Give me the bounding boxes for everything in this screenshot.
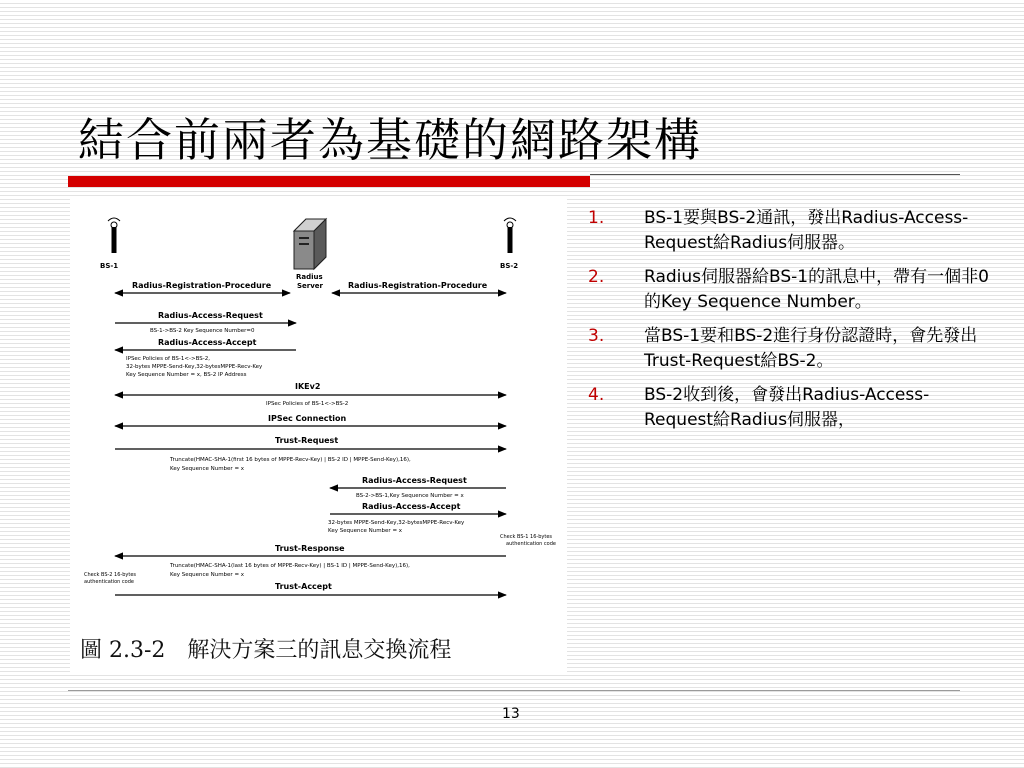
footer-divider <box>68 690 960 691</box>
reg-left-label: Radius-Registration-Procedure <box>132 281 272 290</box>
access-accept-2-note-2: Key Sequence Number = x <box>328 528 403 534</box>
radius-server-icon <box>294 219 326 269</box>
check-bs2-note-2: authentication code <box>84 579 134 585</box>
trust-request-note-2: Key Sequence Number = x <box>170 466 245 472</box>
ipsec-label: IPSec Connection <box>268 414 347 423</box>
check-bs1-note-1: Check BS-1 16-bytes <box>500 534 553 540</box>
bs2-label: BS-2 <box>500 262 519 270</box>
trust-accept-label: Trust-Accept <box>275 582 332 591</box>
steps-list <box>588 206 998 442</box>
access-request-2-note: BS-2->BS-1,Key Sequence Number = x <box>356 493 464 499</box>
trust-response-note-2: Key Sequence Number = x <box>170 572 245 578</box>
page-number: 13 <box>502 706 520 722</box>
access-request-1-note: BS-1->BS-2 Key Sequence Number=0 <box>150 328 255 334</box>
bs2-antenna-icon <box>504 218 516 253</box>
check-bs2-note-1: Check BS-2 16-bytes <box>84 572 137 578</box>
message-flow-figure <box>70 197 567 672</box>
policy-note-3: Key Sequence Number = x, BS-2 IP Address <box>126 372 247 378</box>
bs1-antenna-icon <box>108 218 120 253</box>
bs1-label: BS-1 <box>100 262 119 270</box>
access-request-1-label: Radius-Access-Request <box>158 311 263 320</box>
step-text: 當BS-1要和BS-2進行身份認證時，會先發出Trust-Request給BS-2。 <box>644 326 978 371</box>
step-number: 3. <box>588 326 605 346</box>
policy-note-1: IPSec Policies of BS-1<->BS-2, <box>126 356 210 362</box>
trust-request-note-1: Truncate(HMAC-SHA-1(first 16 bytes of MPPE-Recv-Key) | BS-2 ID | MPPE-Send-Key),16), <box>170 457 411 463</box>
step-number: 1. <box>588 208 605 228</box>
access-accept-2-note-1: 32-bytes MPPE-Send-Key,32-bytesMPPE-Recv-Key <box>328 520 465 526</box>
step-text: BS-1要與BS-2通訊，發出Radius-Access-Request給Radius伺服器。 <box>644 208 969 253</box>
step-number: 4. <box>588 385 605 405</box>
step-number: 2. <box>588 267 605 287</box>
title-underline-red <box>68 176 590 187</box>
policy-note-2: 32-bytes MPPE-Send-Key,32-bytesMPPE-Recv-Key <box>126 364 263 370</box>
server-label-line1: Radius <box>296 273 323 281</box>
access-accept-2-label: Radius-Access-Accept <box>362 502 461 511</box>
reg-right-label: Radius-Registration-Procedure <box>348 281 488 290</box>
access-request-2-label: Radius-Access-Request <box>362 476 467 485</box>
step-text: Radius伺服器給BS-1的訊息中，帶有一個非0的Key Sequence Number。 <box>644 267 989 312</box>
check-bs1-note-2: authentication code <box>506 541 556 547</box>
step-text: BS-2收到後，會發出Radius-Access-Request給Radius伺服器， <box>644 385 930 430</box>
trust-response-note-1: Truncate(HMAC-SHA-1(last 16 bytes of MPPE-Recv-Key) | BS-1 ID | MPPE-Send-Key),16), <box>170 563 410 569</box>
step-item <box>588 324 998 373</box>
figure-caption: 圖 2.3-2 解決方案三的訊息交換流程 <box>80 638 452 663</box>
server-label-line2: Server <box>297 282 324 290</box>
slide-title: 結合前兩者為基礎的網路架構 <box>78 113 702 167</box>
step-item <box>588 383 998 432</box>
trust-request-label: Trust-Request <box>275 436 339 445</box>
ikev2-label: IKEv2 <box>295 382 321 391</box>
step-item <box>588 265 998 314</box>
ikev2-note: IPSec Policies of BS-1<->BS-2 <box>266 401 349 407</box>
step-item <box>588 206 998 255</box>
title-underline-gray <box>590 174 960 175</box>
access-accept-1-label: Radius-Access-Accept <box>158 338 257 347</box>
trust-response-label: Trust-Response <box>275 544 345 553</box>
message-flow-diagram <box>70 197 567 627</box>
